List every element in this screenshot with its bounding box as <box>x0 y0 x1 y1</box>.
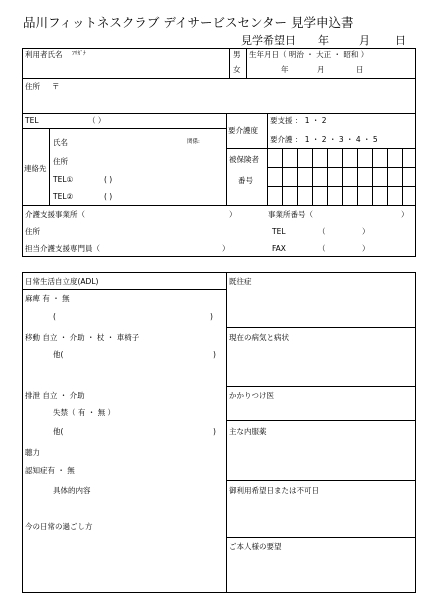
paralysis-row[interactable]: 麻痺 有 ・ 無 <box>25 294 70 303</box>
dementia-row[interactable]: 認知症有 ・ 無 <box>25 466 75 475</box>
care-office-tel-label: TEL <box>272 227 286 236</box>
care-office-tel-open: （ <box>318 227 326 236</box>
care-office-fax-open: （ <box>318 244 326 253</box>
tel-parens: （ ） <box>88 116 106 125</box>
excretion-other-label: 他( <box>53 427 64 436</box>
care-manager-label: 担当介護支援専門員（ <box>25 244 100 253</box>
care-office-tel-close: ） <box>362 227 370 236</box>
mobility-other-close: ) <box>213 350 216 359</box>
medication-field[interactable] <box>227 440 415 479</box>
contact-tel1-parens: ( ) <box>104 175 113 184</box>
medical-history-label: 既往症 <box>229 277 252 286</box>
birth-year-label: 年 <box>281 65 289 74</box>
contact-address-label: 住所 <box>53 157 68 166</box>
personal-wishes-label: ご本人様の要望 <box>229 542 282 551</box>
applicant-name-label: 利用者氏名 <box>25 50 63 59</box>
medical-history-field[interactable] <box>227 290 415 326</box>
applicant-tel-field[interactable] <box>45 114 225 127</box>
preferred-days-field[interactable] <box>227 498 415 536</box>
birth-day-label: 日 <box>356 65 364 74</box>
contact-section-label: 連絡先 <box>24 164 47 173</box>
care-office-address-label: 住所 <box>25 227 40 236</box>
contact-name-label: 氏名 <box>53 138 68 147</box>
page-title: 品川フィットネスクラブ デイサービスセンター 見学申込書 <box>23 15 354 30</box>
medication-label: 主な内服薬 <box>229 427 267 436</box>
mobility-other-label: 他( <box>53 350 64 359</box>
gender-female[interactable]: 女 <box>233 65 241 74</box>
dementia-details-label: 具体的内容 <box>53 486 91 495</box>
adl-header: 日常生活自立度(ADL) <box>25 277 99 286</box>
insured-number-label: 番号 <box>238 176 253 185</box>
furigana-label: ﾌﾘｶﾞﾅ <box>72 51 86 57</box>
paralysis-paren-close: ) <box>210 312 213 321</box>
hearing-label: 聴力 <box>25 448 40 457</box>
care-office-label: 介護支援事業所（ <box>25 210 85 219</box>
preferred-days-label: 御利用希望日または不可日 <box>229 486 319 495</box>
care-level-label: 要介護度 <box>228 126 258 135</box>
daily-life-label: 今の日常の過ごし方 <box>25 522 93 531</box>
care-manager-close: ） <box>222 244 230 253</box>
care-office-close: ） <box>229 210 237 219</box>
address-label: 住所 <box>25 82 40 91</box>
excretion-other-close: ) <box>213 427 216 436</box>
contact-tel2-parens: ( ) <box>104 192 113 201</box>
visit-day-label: 日 <box>395 34 406 47</box>
office-number-close: ） <box>401 210 409 219</box>
care-level-option[interactable]: 要介護 ： 1 ・ 2 ・ 3 ・ 4 ・ 5 <box>270 135 378 144</box>
mobility-row[interactable]: 移動 自立 ・ 介助 ・ 杖 ・ 車椅子 <box>25 333 140 342</box>
contact-relation-label: 関係: <box>187 139 200 145</box>
care-office-fax-label: FAX <box>272 244 286 253</box>
visit-month-label: 月 <box>359 34 370 47</box>
care-office-fax-close: ） <box>362 244 370 253</box>
current-condition-field[interactable] <box>227 346 415 385</box>
paralysis-paren-open: ( <box>53 312 56 321</box>
applicant-address-field[interactable] <box>45 80 415 111</box>
office-number-label: 事業所番号（ <box>268 210 313 219</box>
family-doctor-field[interactable] <box>227 403 415 419</box>
visit-year-label: 年 <box>318 34 329 47</box>
support-level-option[interactable]: 要支援 ： 1 ・ 2 <box>270 116 327 125</box>
personal-wishes-field[interactable] <box>227 555 415 592</box>
excretion-row[interactable]: 排泄 自立 ・ 介助 <box>25 391 85 400</box>
tel-label: TEL <box>25 116 39 125</box>
daily-life-field[interactable] <box>23 535 225 592</box>
contact-tel1-label: TEL① <box>53 175 74 184</box>
insured-label: 被保険者 <box>229 155 259 164</box>
birthday-label: 生年月日（ 明治 ・ 大正 ・ 昭和 ） <box>249 50 369 59</box>
incontinence-row[interactable]: 失禁（ 有 ・ 無 ） <box>53 408 116 417</box>
gender-male[interactable]: 男 <box>233 50 241 59</box>
visit-date-label: 見学希望日 <box>241 34 296 47</box>
contact-tel2-label: TEL② <box>53 192 74 201</box>
postal-mark: 〒 <box>52 82 60 91</box>
current-condition-label: 現在の病気と病状 <box>229 333 289 342</box>
family-doctor-label: かかりつけ医 <box>229 391 274 400</box>
birth-month-label: 月 <box>317 65 325 74</box>
